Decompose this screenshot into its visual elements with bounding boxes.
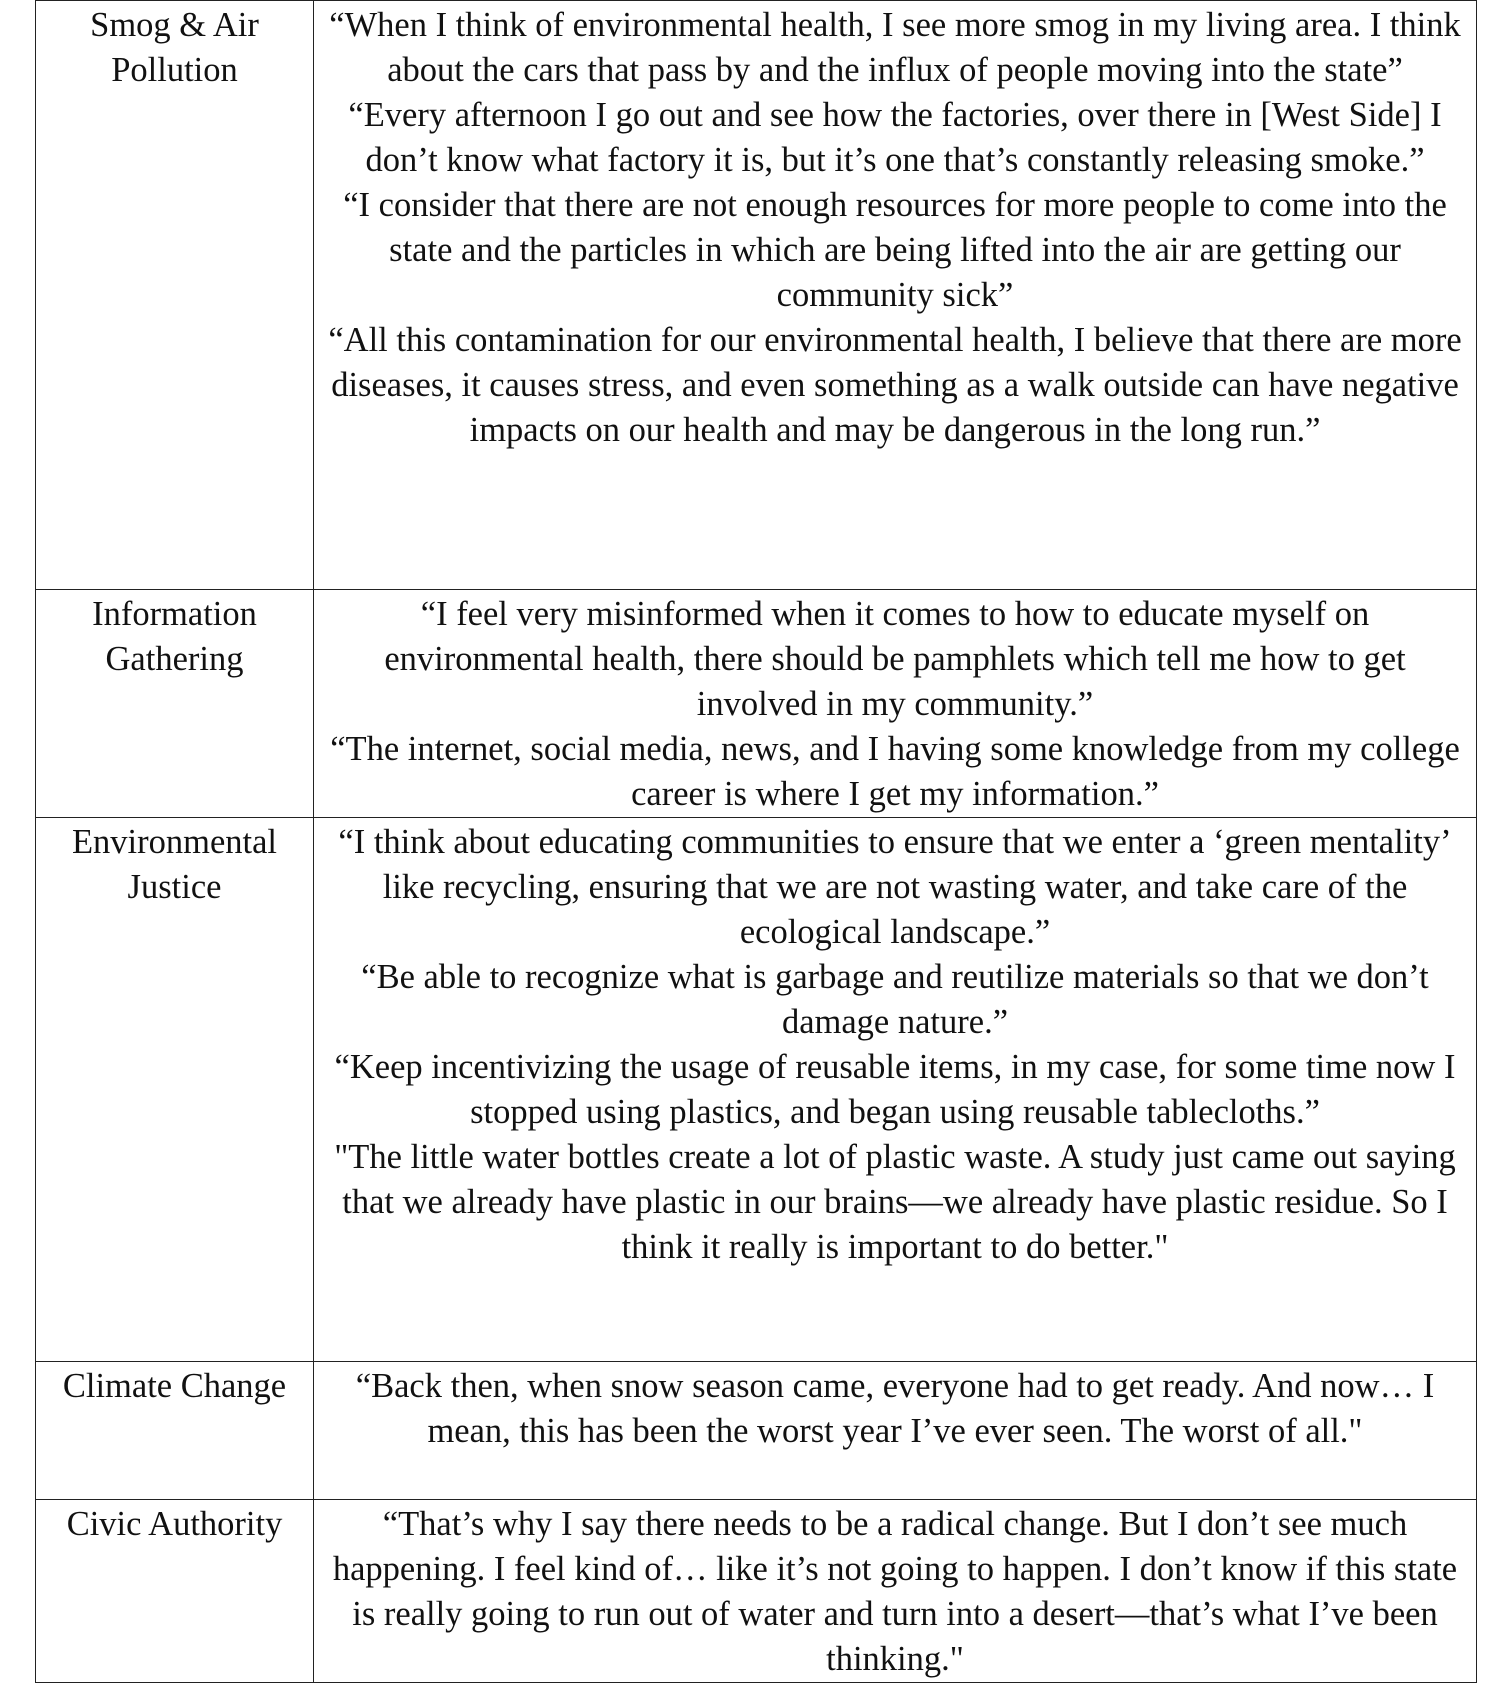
- theme-cell: [36, 1362, 314, 1500]
- quotes-cell: [314, 818, 1477, 1362]
- quote: “I consider that there are not enough resources for more people to come into the state and the particles in which are being lifted into the air are getting our community sick”: [343, 186, 1447, 314]
- quote: “Be able to recognize what is garbage and reutilize materials so that we don’t damage nature.”: [361, 958, 1429, 1041]
- theme-label: Environmental Justice: [71, 823, 278, 906]
- quotes-cell: [314, 1, 1477, 590]
- table-row: [36, 590, 1477, 818]
- quote: “Back then, when snow season came, everyone had to get ready. And now… I mean, this has been the worst year I’ve ever seen. The worst of all.": [355, 1367, 1435, 1450]
- quote: “I think about educating communities to ensure that we enter a ‘green mentality’ like recycling, ensuring that we are not wasting water, and take care of the ecological landscape.”: [338, 823, 1452, 951]
- quote: “The internet, social media, news, and I having some knowledge from my college career is where I get my information.”: [330, 730, 1460, 813]
- quotes-cell: [314, 590, 1477, 818]
- theme-cell: [36, 590, 314, 818]
- quotes-cell: [314, 1362, 1477, 1500]
- theme-label: Information Gathering: [92, 595, 257, 678]
- table-row: [36, 1362, 1477, 1500]
- table-row: [36, 818, 1477, 1362]
- theme-cell: [36, 1, 314, 590]
- quote: “That’s why I say there needs to be a radical change. But I don’t see much happening. I feel kind of… like it’s not going to happen. I don’t know if this state is really going to run out of water and turn into a desert—that’s what I’ve been thinking.": [332, 1505, 1458, 1678]
- theme-label: Climate Change: [62, 1367, 287, 1405]
- quote: “When I think of environmental health, I see more smog in my living area. I think about the cars that pass by and the influx of people moving into the state”: [329, 6, 1461, 89]
- quote: "The little water bottles create a lot of plastic waste. A study just came out saying that we already have plastic in our brains—we already have plastic residue. So I think it really is important to do better.": [334, 1138, 1456, 1266]
- table-row: [36, 1, 1477, 590]
- theme-cell: [36, 818, 314, 1362]
- themes-table: [35, 0, 1477, 1683]
- quote: “Every afternoon I go out and see how the factories, over there in [West Side] I don’t know what factory it is, but it’s one that’s constantly releasing smoke.”: [348, 96, 1442, 179]
- theme-label: Civic Authority: [66, 1505, 283, 1543]
- quote: “I feel very misinformed when it comes to how to educate myself on environmental health, there should be pamphlets which tell me how to get involved in my community.”: [384, 595, 1406, 723]
- table-row: [36, 1500, 1477, 1683]
- quote: “All this contamination for our environmental health, I believe that there are more diseases, it causes stress, and even something as a walk outside can have negative impacts on our health and may be dangerous in the long run.”: [328, 321, 1462, 449]
- quote: “Keep incentivizing the usage of reusable items, in my case, for some time now I stopped using plastics, and began using reusable tablecloths.”: [334, 1048, 1456, 1131]
- theme-label: Smog & Air Pollution: [90, 6, 259, 89]
- quotes-cell: [314, 1500, 1477, 1683]
- theme-cell: [36, 1500, 314, 1683]
